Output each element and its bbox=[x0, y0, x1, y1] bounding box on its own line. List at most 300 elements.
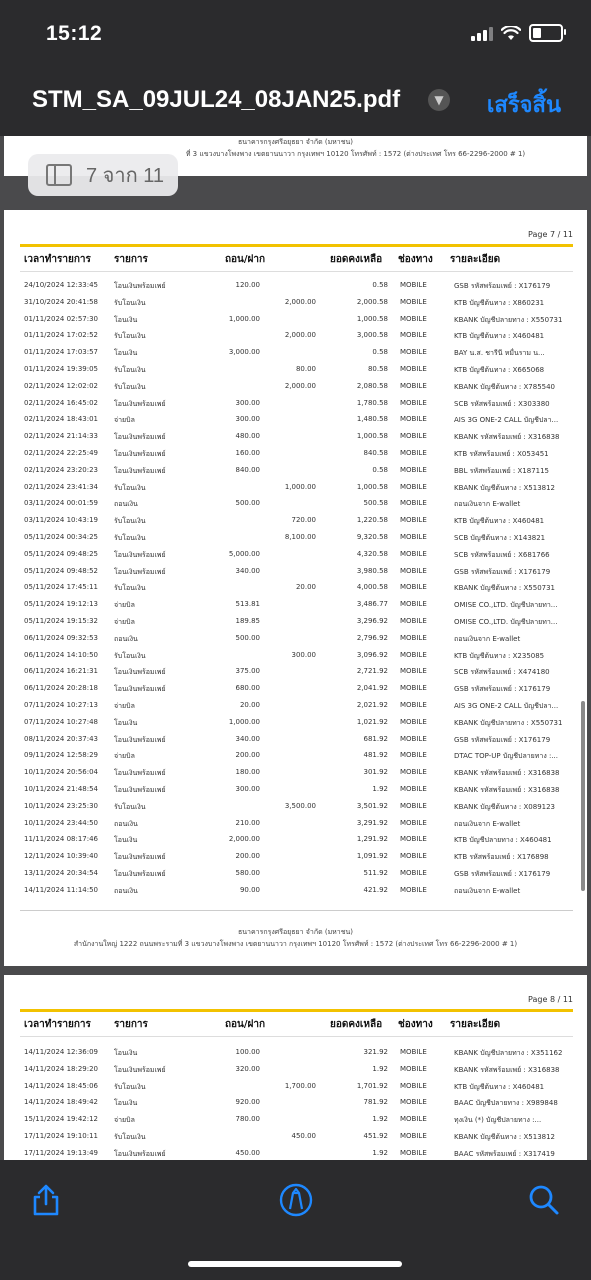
cellular-signal-icon bbox=[471, 25, 493, 41]
cell-detail: AIS 3G ONE-2 CALL บัญชีปลา... bbox=[454, 701, 559, 710]
cell-withdraw: 480.00 bbox=[235, 432, 260, 441]
cell-channel: MOBILE bbox=[400, 768, 427, 777]
cell-channel: MOBILE bbox=[400, 1115, 427, 1124]
cell-datetime: 14/11/2024 11:14:50 bbox=[24, 885, 99, 894]
cell-balance: 1,780.58 bbox=[356, 398, 388, 407]
cell-balance: 321.92 bbox=[363, 1048, 388, 1056]
cell-detail: BAY น.ส. ชารีนี หมื่นราม น... bbox=[454, 349, 545, 358]
cell-detail: SCB รหัสพร้อมเพย์ : X681766 bbox=[454, 550, 550, 559]
cell-withdraw: 450.00 bbox=[235, 1148, 260, 1157]
cell-detail: SCB รหัสพร้อมเพย์ : X303380 bbox=[454, 399, 550, 408]
cell-withdraw: 5,000.00 bbox=[228, 549, 260, 558]
cell-balance: 4,320.58 bbox=[356, 549, 388, 558]
cell-desc: รับโอนเงิน bbox=[114, 1132, 146, 1141]
table-row bbox=[20, 882, 573, 899]
table-row bbox=[20, 445, 573, 462]
table-row bbox=[20, 546, 573, 563]
battery-icon bbox=[529, 24, 563, 42]
cell-datetime: 14/11/2024 12:36:09 bbox=[24, 1048, 99, 1056]
cell-desc: ถอนเงิน bbox=[114, 500, 138, 509]
col-balance: ยอดคงเหลือ bbox=[330, 254, 383, 265]
cell-balance: 3,486.77 bbox=[356, 600, 388, 609]
sidebar-icon bbox=[46, 164, 72, 186]
cell-datetime: 02/11/2024 12:02:02 bbox=[24, 381, 99, 390]
cell-withdraw: 20.00 bbox=[239, 700, 260, 709]
cell-desc: โอนเงินพร้อมเพย์ bbox=[114, 1065, 166, 1074]
cell-detail: KBANK บัญชีต้นทาง : X513812 bbox=[454, 483, 556, 492]
cell-detail: OMISE CO.,LTD. บัญชีปลายทา... bbox=[454, 617, 558, 626]
cell-datetime: 10/11/2024 21:48:54 bbox=[24, 784, 99, 793]
col-amount: ถอน/ฝาก bbox=[225, 254, 266, 265]
cell-channel: MOBILE bbox=[400, 448, 427, 457]
cell-datetime: 02/11/2024 21:14:33 bbox=[24, 432, 99, 441]
cell-withdraw: 160.00 bbox=[235, 448, 260, 457]
cell-balance: 9,320.58 bbox=[356, 532, 388, 541]
cell-datetime: 05/11/2024 00:34:25 bbox=[24, 532, 99, 541]
markup-icon[interactable] bbox=[276, 1180, 316, 1220]
cell-datetime: 31/10/2024 20:41:58 bbox=[24, 297, 99, 306]
cell-deposit: 300.00 bbox=[291, 650, 316, 659]
cell-desc: โอนเงินพร้อมเพย์ bbox=[114, 769, 166, 778]
cell-desc: โอนเงิน bbox=[114, 836, 138, 845]
table-row bbox=[20, 1111, 573, 1128]
status-bar bbox=[0, 0, 591, 62]
table-row bbox=[20, 1061, 573, 1078]
cell-detail: KTB รหัสพร้อมเพย์ : X176898 bbox=[454, 853, 549, 862]
cell-detail: KBANK บัญชีต้นทาง : X513812 bbox=[454, 1132, 556, 1141]
done-button[interactable]: เสร็จสิ้น bbox=[486, 93, 561, 118]
cell-desc: โอนเงิน bbox=[114, 1099, 138, 1108]
cell-withdraw: 200.00 bbox=[235, 852, 260, 861]
table-row bbox=[20, 697, 573, 714]
cell-desc: จ่ายบิล bbox=[114, 701, 135, 710]
table-row bbox=[20, 311, 573, 328]
cell-datetime: 03/11/2024 00:01:59 bbox=[24, 499, 99, 508]
table-row bbox=[20, 747, 573, 764]
cell-channel: MOBILE bbox=[400, 348, 427, 357]
cell-channel: MOBILE bbox=[400, 516, 427, 525]
cell-balance: 1,000.58 bbox=[356, 432, 388, 441]
cell-datetime: 12/11/2024 10:39:40 bbox=[24, 852, 99, 861]
cell-withdraw: 180.00 bbox=[235, 768, 260, 777]
cell-balance: 2,721.92 bbox=[356, 667, 388, 676]
cell-detail: KBANK บัญชีปลายทาง : X550731 bbox=[454, 315, 563, 324]
col-datetime: เวลาทำรายการ bbox=[24, 1019, 91, 1030]
table-row bbox=[20, 1128, 573, 1145]
cell-balance: 3,296.92 bbox=[356, 616, 388, 625]
cell-detail: KBANK รหัสพร้อมเพย์ : X316838 bbox=[454, 785, 560, 794]
table-row bbox=[20, 831, 573, 848]
cell-channel: MOBILE bbox=[400, 818, 427, 827]
cell-detail: KBANK บัญชีต้นทาง : X089123 bbox=[454, 802, 556, 811]
cell-datetime: 02/11/2024 18:43:01 bbox=[24, 415, 99, 424]
cell-deposit: 450.00 bbox=[291, 1131, 316, 1140]
table-row bbox=[20, 731, 573, 748]
table-row bbox=[20, 613, 573, 630]
cell-channel: MOBILE bbox=[400, 482, 427, 491]
table-row bbox=[20, 630, 573, 647]
table-row bbox=[20, 1145, 573, 1160]
search-icon[interactable] bbox=[524, 1180, 564, 1220]
cell-withdraw: 920.00 bbox=[235, 1098, 260, 1107]
table-row bbox=[20, 529, 573, 546]
table-header bbox=[20, 1009, 573, 1037]
table-row bbox=[20, 1094, 573, 1111]
cell-withdraw: 200.00 bbox=[235, 751, 260, 760]
cell-balance: 0.58 bbox=[372, 465, 388, 474]
cell-detail: ทุงเงิน (*) บัญชีปลายทาง :... bbox=[454, 1116, 542, 1125]
cell-datetime: 02/11/2024 23:41:34 bbox=[24, 482, 99, 491]
cell-channel: MOBILE bbox=[400, 1131, 427, 1140]
cell-datetime: 05/11/2024 17:45:11 bbox=[24, 583, 99, 592]
table-row bbox=[20, 327, 573, 344]
cell-balance: 1.92 bbox=[372, 1064, 388, 1073]
cell-detail: KTB บัญชีต้นทาง : X460481 bbox=[454, 332, 545, 341]
cell-datetime: 10/11/2024 23:25:30 bbox=[24, 801, 99, 810]
cell-datetime: 06/11/2024 09:32:53 bbox=[24, 633, 99, 642]
cell-channel: MOBILE bbox=[400, 331, 427, 340]
cell-datetime: 11/11/2024 08:17:46 bbox=[24, 835, 99, 844]
cell-balance: 681.92 bbox=[363, 734, 388, 743]
cell-detail: KTB บัญชีต้นทาง : X460481 bbox=[454, 1082, 545, 1091]
cell-channel: MOBILE bbox=[400, 1048, 427, 1056]
cell-withdraw: 340.00 bbox=[235, 734, 260, 743]
col-balance: ยอดคงเหลือ bbox=[330, 1019, 383, 1030]
status-icons bbox=[471, 24, 563, 42]
cell-desc: รับโอนเงิน bbox=[114, 1082, 146, 1091]
cell-desc: จ่ายบิล bbox=[114, 752, 135, 761]
cell-balance: 840.58 bbox=[363, 448, 388, 457]
cell-detail: KBANK รหัสพร้อมเพย์ : X316838 bbox=[454, 1065, 560, 1074]
cell-channel: MOBILE bbox=[400, 600, 427, 609]
cell-withdraw: 189.85 bbox=[235, 616, 260, 625]
cell-desc: ถอนเงิน bbox=[114, 634, 138, 643]
cell-withdraw: 90.00 bbox=[239, 885, 260, 894]
cell-channel: MOBILE bbox=[400, 381, 427, 390]
cell-datetime: 24/10/2024 12:33:45 bbox=[24, 281, 99, 289]
table-row bbox=[20, 663, 573, 680]
cell-channel: MOBILE bbox=[400, 415, 427, 424]
cell-datetime: 07/11/2024 10:27:13 bbox=[24, 700, 99, 709]
cell-withdraw: 300.00 bbox=[235, 784, 260, 793]
page-number: Page 7 / 11 bbox=[528, 230, 573, 239]
cell-channel: MOBILE bbox=[400, 784, 427, 793]
cell-channel: MOBILE bbox=[400, 734, 427, 743]
cell-desc: โอนเงินพร้อมเพย์ bbox=[114, 282, 166, 290]
cell-withdraw: 1,000.00 bbox=[228, 314, 260, 323]
table-row bbox=[20, 563, 573, 580]
cell-desc: โอนเงินพร้อมเพย์ bbox=[114, 685, 166, 694]
cell-balance: 451.92 bbox=[363, 1131, 388, 1140]
cell-deposit: 20.00 bbox=[295, 583, 316, 592]
table-row bbox=[20, 764, 573, 781]
table-row bbox=[20, 680, 573, 697]
cell-datetime: 01/11/2024 19:39:05 bbox=[24, 364, 99, 373]
cell-detail: KTB บัญชีต้นทาง : X235085 bbox=[454, 651, 545, 660]
col-amount: ถอน/ฝาก bbox=[225, 1019, 266, 1030]
cell-withdraw: 680.00 bbox=[235, 684, 260, 693]
cell-channel: MOBILE bbox=[400, 868, 427, 877]
cell-detail: KBANK บัญชีปลายทาง : X550731 bbox=[454, 718, 563, 727]
cell-datetime: 01/11/2024 17:03:57 bbox=[24, 348, 99, 357]
cell-channel: MOBILE bbox=[400, 1081, 427, 1090]
cell-withdraw: 300.00 bbox=[235, 415, 260, 424]
cell-datetime: 14/11/2024 18:49:42 bbox=[24, 1098, 99, 1107]
table-row bbox=[20, 596, 573, 613]
cell-withdraw: 513.81 bbox=[235, 600, 260, 609]
cell-balance: 3,501.92 bbox=[356, 801, 388, 810]
cell-detail: SCB บัญชีต้นทาง : X143821 bbox=[454, 533, 546, 542]
table-row bbox=[20, 411, 573, 428]
chevron-down-icon[interactable]: ▼ bbox=[428, 89, 450, 111]
table-row bbox=[20, 277, 573, 294]
cell-datetime: 06/11/2024 14:10:50 bbox=[24, 650, 99, 659]
table-row bbox=[20, 512, 573, 529]
share-icon[interactable] bbox=[26, 1180, 66, 1220]
cell-detail: DTAC TOP-UP บัญชีปลายทาง :... bbox=[454, 752, 558, 761]
cell-channel: MOBILE bbox=[400, 616, 427, 625]
cell-channel: MOBILE bbox=[400, 1148, 427, 1157]
cell-detail: KTB บัญชีต้นทาง : X860231 bbox=[454, 298, 545, 307]
cell-detail: ถอนเงินจาก E-wallet bbox=[454, 634, 521, 643]
cell-datetime: 06/11/2024 20:28:18 bbox=[24, 684, 99, 693]
cell-desc: รับโอนเงิน bbox=[114, 517, 146, 526]
cell-withdraw: 210.00 bbox=[235, 818, 260, 827]
cell-channel: MOBILE bbox=[400, 549, 427, 558]
cell-balance: 500.58 bbox=[363, 499, 388, 508]
document-title[interactable]: STM_SA_09JUL24_08JAN25.pdf bbox=[32, 86, 401, 113]
cell-datetime: 14/11/2024 18:45:06 bbox=[24, 1081, 99, 1090]
cell-channel: MOBILE bbox=[400, 314, 427, 323]
cell-channel: MOBILE bbox=[400, 364, 427, 373]
pdf-page-7 bbox=[4, 210, 587, 966]
cell-balance: 2,000.58 bbox=[356, 297, 388, 306]
cell-desc: โอนเงิน bbox=[114, 1049, 138, 1057]
cell-datetime: 06/11/2024 16:21:31 bbox=[24, 667, 99, 676]
cell-desc: โอนเงินพร้อมเพย์ bbox=[114, 785, 166, 794]
col-detail: รายละเอียด bbox=[450, 254, 501, 265]
cell-withdraw: 120.00 bbox=[235, 281, 260, 289]
cell-withdraw: 2,000.00 bbox=[228, 835, 260, 844]
cell-balance: 3,291.92 bbox=[356, 818, 388, 827]
cell-desc: จ่ายบิล bbox=[114, 416, 135, 425]
table-row bbox=[20, 344, 573, 361]
cell-detail: BBL รหัสพร้อมเพย์ : X187115 bbox=[454, 466, 550, 475]
cell-channel: MOBILE bbox=[400, 751, 427, 760]
cell-balance: 2,041.92 bbox=[356, 684, 388, 693]
cell-channel: MOBILE bbox=[400, 684, 427, 693]
cell-detail: ถอนเงินจาก E-wallet bbox=[454, 500, 521, 509]
cell-desc: รับโอนเงิน bbox=[114, 651, 146, 660]
col-datetime: เวลาทำรายการ bbox=[24, 254, 91, 265]
table-header bbox=[20, 244, 573, 272]
cell-channel: MOBILE bbox=[400, 667, 427, 676]
cell-channel: MOBILE bbox=[400, 281, 427, 289]
table-row bbox=[20, 647, 573, 664]
table-row bbox=[20, 781, 573, 798]
cell-detail: KBANK บัญชีต้นทาง : X550731 bbox=[454, 584, 556, 593]
cell-datetime: 05/11/2024 09:48:52 bbox=[24, 566, 99, 575]
cell-desc: รับโอนเงิน bbox=[114, 382, 146, 391]
cell-desc: โอนเงิน bbox=[114, 315, 138, 324]
cell-channel: MOBILE bbox=[400, 801, 427, 810]
cell-channel: MOBILE bbox=[400, 700, 427, 709]
cell-channel: MOBILE bbox=[400, 852, 427, 861]
cell-deposit: 1,700.00 bbox=[284, 1081, 316, 1090]
table-row bbox=[20, 1078, 573, 1095]
cell-desc: โอนเงิน bbox=[114, 349, 138, 358]
cell-desc: โอนเงินพร้อมเพย์ bbox=[114, 735, 166, 744]
cell-channel: MOBILE bbox=[400, 297, 427, 306]
cell-datetime: 02/11/2024 16:45:02 bbox=[24, 398, 99, 407]
cell-datetime: 17/11/2024 19:10:11 bbox=[24, 1131, 99, 1140]
cell-balance: 1,000.58 bbox=[356, 314, 388, 323]
cell-desc: ถอนเงิน bbox=[114, 819, 138, 828]
page-indicator[interactable] bbox=[28, 154, 178, 196]
table-row bbox=[20, 865, 573, 882]
col-detail: รายละเอียด bbox=[450, 1019, 501, 1030]
cell-balance: 1.92 bbox=[372, 784, 388, 793]
table-row bbox=[20, 479, 573, 496]
table-row bbox=[20, 462, 573, 479]
cell-withdraw: 500.00 bbox=[235, 499, 260, 508]
cell-desc: โอนเงินพร้อมเพย์ bbox=[114, 449, 166, 458]
cell-channel: MOBILE bbox=[400, 1098, 427, 1107]
cell-detail: GSB รหัสพร้อมเพย์ : X176179 bbox=[454, 735, 551, 744]
cell-detail: KTB บัญชีต้นทาง : X460481 bbox=[454, 517, 545, 526]
cell-desc: โอนเงินพร้อมเพย์ bbox=[114, 869, 166, 878]
pdf-page-8 bbox=[4, 975, 587, 1160]
page-indicator-label: 7 จาก 11 bbox=[86, 165, 165, 187]
cell-datetime: 17/11/2024 19:13:49 bbox=[24, 1148, 99, 1157]
cell-datetime: 01/11/2024 17:02:52 bbox=[24, 331, 99, 340]
table-row bbox=[20, 848, 573, 865]
cell-desc: จ่ายบิล bbox=[114, 601, 135, 610]
cell-balance: 481.92 bbox=[363, 751, 388, 760]
cell-deposit: 2,000.00 bbox=[284, 381, 316, 390]
cell-deposit: 2,000.00 bbox=[284, 331, 316, 340]
cell-withdraw: 320.00 bbox=[235, 1064, 260, 1073]
cell-datetime: 14/11/2024 18:29:20 bbox=[24, 1064, 99, 1073]
cell-balance: 4,000.58 bbox=[356, 583, 388, 592]
cell-detail: GSB รหัสพร้อมเพย์ : X176179 bbox=[454, 869, 551, 878]
cell-detail: KTB รหัสพร้อมเพย์ : X053451 bbox=[454, 449, 549, 458]
cell-detail: KTB บัญชีต้นทาง : X665068 bbox=[454, 365, 545, 374]
cell-detail: BAAC รหัสพร้อมเพย์ : X317419 bbox=[454, 1149, 555, 1158]
transaction-table bbox=[20, 277, 573, 898]
divider bbox=[20, 910, 573, 911]
cell-withdraw: 375.00 bbox=[235, 667, 260, 676]
scroll-indicator[interactable] bbox=[581, 701, 585, 891]
cell-datetime: 10/11/2024 23:44:50 bbox=[24, 818, 99, 827]
cell-datetime: 01/11/2024 02:57:30 bbox=[24, 314, 99, 323]
cell-desc: โอนเงินพร้อมเพย์ bbox=[114, 1149, 166, 1158]
cell-datetime: 10/11/2024 20:56:04 bbox=[24, 768, 99, 777]
cell-channel: MOBILE bbox=[400, 885, 427, 894]
cell-balance: 3,096.92 bbox=[356, 650, 388, 659]
cell-datetime: 15/11/2024 19:42:12 bbox=[24, 1115, 99, 1124]
cell-balance: 1,000.58 bbox=[356, 482, 388, 491]
cell-channel: MOBILE bbox=[400, 633, 427, 642]
cell-channel: MOBILE bbox=[400, 717, 427, 726]
cell-detail: OMISE CO.,LTD. บัญชีปลายทา... bbox=[454, 601, 558, 610]
cell-desc: รับโอนเงิน bbox=[114, 483, 146, 492]
page-number: Page 8 / 11 bbox=[528, 995, 573, 1004]
cell-desc: โอนเงิน bbox=[114, 718, 138, 727]
cell-desc: รับโอนเงิน bbox=[114, 533, 146, 542]
cell-detail: BAAC บัญชีปลายทาง : X989848 bbox=[454, 1099, 558, 1108]
table-row bbox=[20, 428, 573, 445]
cell-channel: MOBILE bbox=[400, 835, 427, 844]
cell-withdraw: 500.00 bbox=[235, 633, 260, 642]
cell-balance: 1,291.92 bbox=[356, 835, 388, 844]
cell-desc: รับโอนเงิน bbox=[114, 802, 146, 811]
cell-balance: 1,701.92 bbox=[356, 1081, 388, 1090]
table-row bbox=[20, 714, 573, 731]
cell-deposit: 720.00 bbox=[291, 516, 316, 525]
cell-channel: MOBILE bbox=[400, 532, 427, 541]
cell-desc: โอนเงินพร้อมเพย์ bbox=[114, 433, 166, 442]
cell-desc: โอนเงินพร้อมเพย์ bbox=[114, 550, 166, 559]
cell-balance: 3,980.58 bbox=[356, 566, 388, 575]
cell-datetime: 02/11/2024 23:20:23 bbox=[24, 465, 99, 474]
cell-deposit: 1,000.00 bbox=[284, 482, 316, 491]
cell-desc: รับโอนเงิน bbox=[114, 365, 146, 374]
cell-withdraw: 100.00 bbox=[235, 1048, 260, 1056]
table-row bbox=[20, 294, 573, 311]
cell-balance: 0.58 bbox=[372, 281, 388, 289]
cell-detail: SCB รหัสพร้อมเพย์ : X474180 bbox=[454, 668, 550, 677]
cell-datetime: 08/11/2024 20:37:43 bbox=[24, 734, 99, 743]
col-desc: รายการ bbox=[114, 254, 148, 265]
cell-balance: 1.92 bbox=[372, 1148, 388, 1157]
cell-detail: KTB บัญชีปลายทาง : X460481 bbox=[454, 836, 552, 845]
transaction-table bbox=[20, 1044, 573, 1160]
cell-deposit: 80.00 bbox=[295, 364, 316, 373]
cell-detail: ถอนเงินจาก E-wallet bbox=[454, 819, 521, 828]
cell-balance: 1.92 bbox=[372, 1115, 388, 1124]
cell-datetime: 09/11/2024 12:58:29 bbox=[24, 751, 99, 760]
wifi-icon bbox=[501, 26, 521, 41]
cell-desc: จ่ายบิล bbox=[114, 1116, 135, 1125]
pdf-viewer[interactable] bbox=[0, 136, 591, 1160]
cell-balance: 781.92 bbox=[363, 1098, 388, 1107]
table-row bbox=[20, 378, 573, 395]
cell-desc: รับโอนเงิน bbox=[114, 298, 146, 307]
cell-balance: 511.92 bbox=[363, 868, 388, 877]
cell-desc: โอนเงินพร้อมเพย์ bbox=[114, 668, 166, 677]
cell-desc: โอนเงินพร้อมเพย์ bbox=[114, 567, 166, 576]
cell-withdraw: 3,000.00 bbox=[228, 348, 260, 357]
cell-withdraw: 340.00 bbox=[235, 566, 260, 575]
cell-channel: MOBILE bbox=[400, 499, 427, 508]
cell-balance: 2,796.92 bbox=[356, 633, 388, 642]
cell-desc: โอนเงินพร้อมเพย์ bbox=[114, 399, 166, 408]
cell-datetime: 02/11/2024 22:25:49 bbox=[24, 448, 99, 457]
cell-datetime: 05/11/2024 19:15:32 bbox=[24, 616, 99, 625]
cell-withdraw: 580.00 bbox=[235, 868, 260, 877]
cell-detail: GSB รหัสพร้อมเพย์ : X176179 bbox=[454, 282, 551, 290]
home-indicator[interactable] bbox=[188, 1261, 402, 1267]
cell-datetime: 07/11/2024 10:27:48 bbox=[24, 717, 99, 726]
cell-detail: KBANK รหัสพร้อมเพย์ : X316838 bbox=[454, 433, 560, 442]
status-time: 15:12 bbox=[46, 22, 103, 45]
cell-withdraw: 780.00 bbox=[235, 1115, 260, 1124]
cell-detail: AIS 3G ONE-2 CALL บัญชีปลา... bbox=[454, 416, 559, 425]
cell-balance: 1,220.58 bbox=[356, 516, 388, 525]
cell-channel: MOBILE bbox=[400, 432, 427, 441]
cell-detail: GSB รหัสพร้อมเพย์ : X176179 bbox=[454, 567, 551, 576]
